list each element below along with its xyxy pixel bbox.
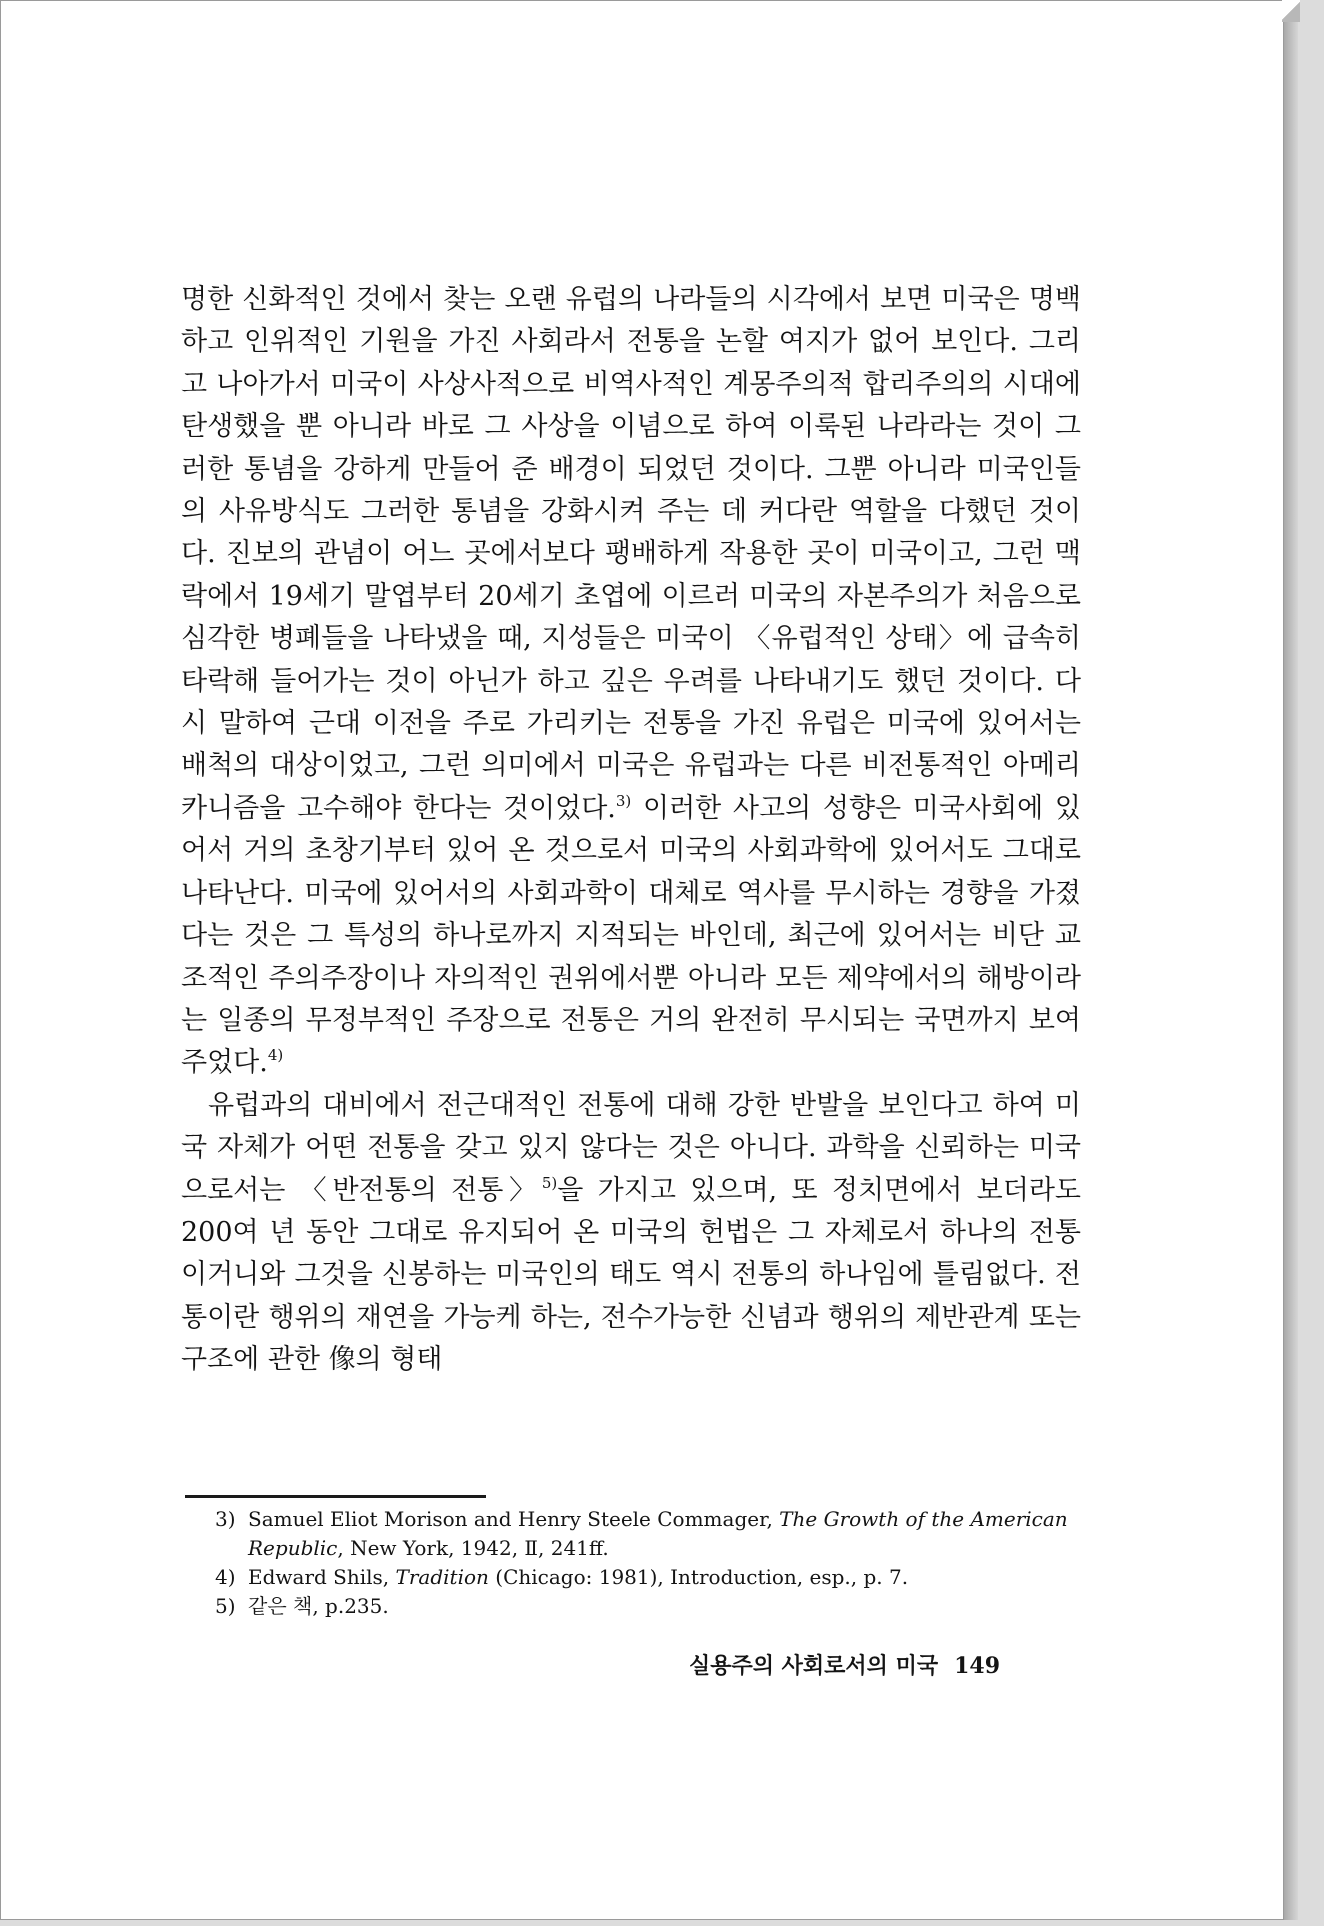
footnote-text: Samuel Eliot Morison and Henry Steele Commager, [248,1507,780,1531]
body-text [181,279,1081,1382]
paragraph-text: 명한 신화적인 것에서 찾는 오랜 유럽의 나라들의 시각에서 보면 미국은 명백하고 인위적인 기원을 가진 사회라서 전통을 논할 여지가 없어 보인다. 그리고 나아가서 미국이 사상사적으로 비역사적인 계몽주의적 합리주의의 시대에 탄생했을 뿐 아니라 바로 그 사상을 이념으로 하여 이룩된 나라라는 것이 그러한 통념을 강하게 만들어 준 배경이 되었던 것이다. 그뿐 아니라 미국인들의 사유방식도 그러한 통념을 강화시켜 주는 데 커다란 역할을 다했던 것이다. 진보의 관념이 어느 곳에서보다 팽배하게 작용한 곳이 미국이고, 그런 맥락에서 19세기 말엽부터 20세기 초엽에 이르러 미국의 자본주의가 처음으로 심각한 병폐들을 나타냈을 때, 지성들은 미국이 〈유럽적인 상태〉에 급속히 타락해 들어가는 것이 아닌가 하고 깊은 우려를 나타내기도 했던 것이다. 다시 말하여 근대 이전을 주로 가리키는 전통을 가진 유럽은 미국에 있어서는 배척의 대상이었고, 그런 의미에서 미국은 유럽과는 다른 비전통적인 아메리카니즘을 고수해야 한다는 것이었다. [181,284,1081,824]
footnote-text: (Chicago: 1981), Introduction, esp., p. 7. [488,1565,909,1589]
footnote-4 [215,1563,1085,1592]
footnote-text: 같은 책, p.235. [248,1594,389,1618]
paragraph-text: 이러한 사고의 성향은 미국사회에 있어서 거의 초창기부터 있어 온 것으로서 미국의 사회과학에 있어서도 그대로 나타난다. 미국에 있어서의 사회과학이 대체로 역사를 무시하는 경향을 가졌다는 것은 그 특성의 하나로까지 지적되는 바인데, 최근에 있어서는 비단 교조적인 주의주장이나 자의적인 권위에서뿐 아니라 모든 제약에서의 해방이라는 일종의 무정부적인 주장으로 전통은 거의 완전히 무시되는 국면까지 보여 주었다. [181,792,1081,1079]
running-title: 실용주의 사회로서의 미국 [689,1653,939,1679]
footnote-3 [215,1505,1085,1563]
paragraph [181,1085,1081,1382]
paragraph [181,279,1081,1085]
page-corner-curl [1282,0,1300,22]
running-footer [689,1649,1063,1680]
footnote-text: , New York, 1942, Ⅱ, 241ff. [337,1536,609,1560]
footnote-text: Edward Shils, [248,1565,396,1589]
footnote-number: 3) [215,1507,236,1531]
footnote-divider [185,1495,486,1498]
book-title: Tradition [395,1565,489,1589]
page-number: 149 [954,1653,1001,1679]
footnote-number: 4) [215,1565,236,1589]
book-title: The Growth of the American Republic [248,1507,1068,1560]
footnote-5 [215,1592,1085,1621]
footnote-ref-4: 4) [267,1046,284,1065]
page-edge-shadow [1284,8,1298,1920]
footnote-ref-5: 5) [541,1173,558,1192]
footnote-number: 5) [215,1594,236,1618]
paragraph-text: 을 가지고 있으며, 또 정치면에서 보더라도 200여 년 동안 그대로 유지되어 온 미국의 헌법은 그 자체로서 하나의 전통이거니와 그것을 신봉하는 미국인의 태도 역시 전통의 하나임에 틀림없다. 전통이란 행위의 재연을 가능케 하는, 전수가능한 신념과 행위의 제반관계 또는 구조에 관한 像의 형태 [181,1174,1081,1376]
paragraph-text: 유럽과의 대비에서 전근대적인 전통에 대해 강한 반발을 보인다고 하여 미국 자체가 어떤 전통을 갖고 있지 않다는 것은 아니다. 과학을 신뢰하는 미국으로서는 〈반전통의 전통〉 [181,1089,1081,1206]
footnote-ref-3: 3) [615,791,632,810]
footnotes [215,1505,1085,1621]
